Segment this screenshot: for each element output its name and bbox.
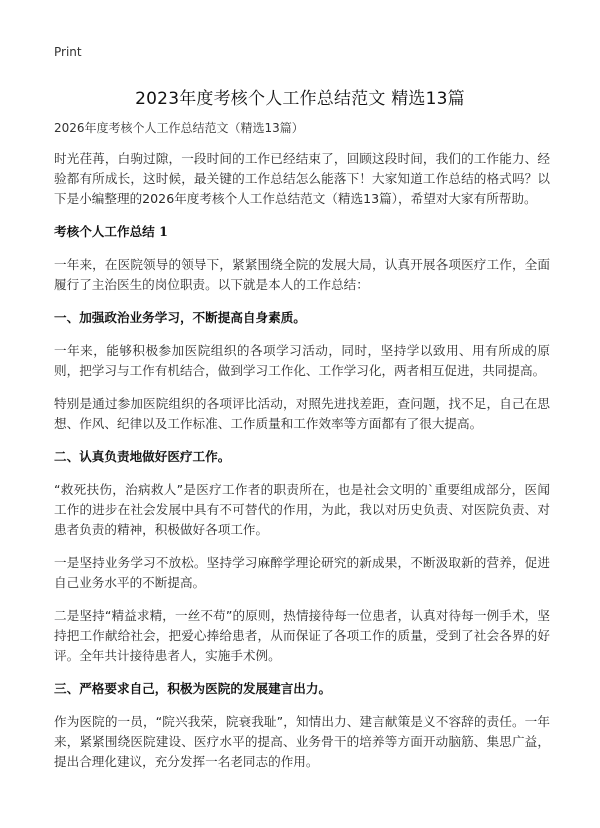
article-body xyxy=(54,119,550,785)
heading-medical-work: 二、认真负责地做好医疗工作。 xyxy=(54,449,231,464)
print-button[interactable]: Print xyxy=(54,45,82,59)
heading-strict-requirements: 三、严格要求自己，积极为医院的发展建言出力。 xyxy=(54,681,332,696)
paragraph-excellence-principle: 二是坚持“精益求精，一丝不苟”的原则，热情接待每一位患者，认真对待每一例手术，坚持把工作献给社会，把爱心捧给患者，从而保证了各项工作的质量，受到了社会各界的好评。全年共计接待患者人，实施手术例。 xyxy=(54,608,550,663)
heading-political-study: 一、加强政治业务学习，不断提高自身素质。 xyxy=(54,310,306,325)
paragraph-hospital-member: 作为医院的一员，“院兴我荣，院衰我耻”，知情出力、建言献策是义不容辞的责任。一年来，紧紧围绕医院建设、医疗水平的提高、业务骨干的培养等方面开动脑筋、集思广益，提出合理化建议，充分发挥一名老同志的作用。 xyxy=(54,714,550,769)
opening-paragraph: 一年来，在医院领导的领导下，紧紧围绕全院的发展大局，认真开展各项医疗工作，全面履行了主治医生的岗位职责。以下就是本人的工作总结： xyxy=(54,257,550,292)
article-subtitle: 2026年度考核个人工作总结范文（精选13篇） xyxy=(54,121,304,135)
intro-paragraph: 时光荏苒，白驹过隙，一段时间的工作已经结束了，回顾这段时间，我们的工作能力、经验都有所成长，这时候，最关键的工作总结怎么能落下！大家知道工作总结的格式吗？以下是小编整理的2026年度考核个人工作总结范文（精选13篇），希望对大家有所帮助。 xyxy=(54,151,550,206)
paragraph-evaluation-activities: 特别是通过参加医院组织的各项评比活动，对照先进找差距，查问题，找不足，自己在思想、作风、纪律以及工作标准、工作质量和工作效率等方面都有了很大提高。 xyxy=(54,396,550,431)
section-title: 考核个人工作总结 1 xyxy=(54,224,168,239)
paragraph-saving-lives: “救死扶伤，治病救人”是医疗工作者的职责所在，也是社会文明的`重要组成部分，医闻工作的进步在社会发展中具有不可替代的作用，为此，我以对历史负责、对医院负责、对患者负责的精神，积极做好各项工作。 xyxy=(54,482,550,537)
paragraph-continuous-learning: 一是坚持业务学习不放松。坚持学习麻醉学理论研究的新成果，不断汲取新的营养，促进自己业务水平的不断提高。 xyxy=(54,555,550,590)
page-title: 2023年度考核个人工作总结范文 精选13篇 xyxy=(135,89,465,109)
paragraph-study-activities: 一年来，能够积极参加医院组织的各项学习活动，同时，坚持学以致用、用有所成的原则，把学习与工作有机结合，做到学习工作化、工作学习化，两者相互促进，共同提高。 xyxy=(54,343,550,378)
